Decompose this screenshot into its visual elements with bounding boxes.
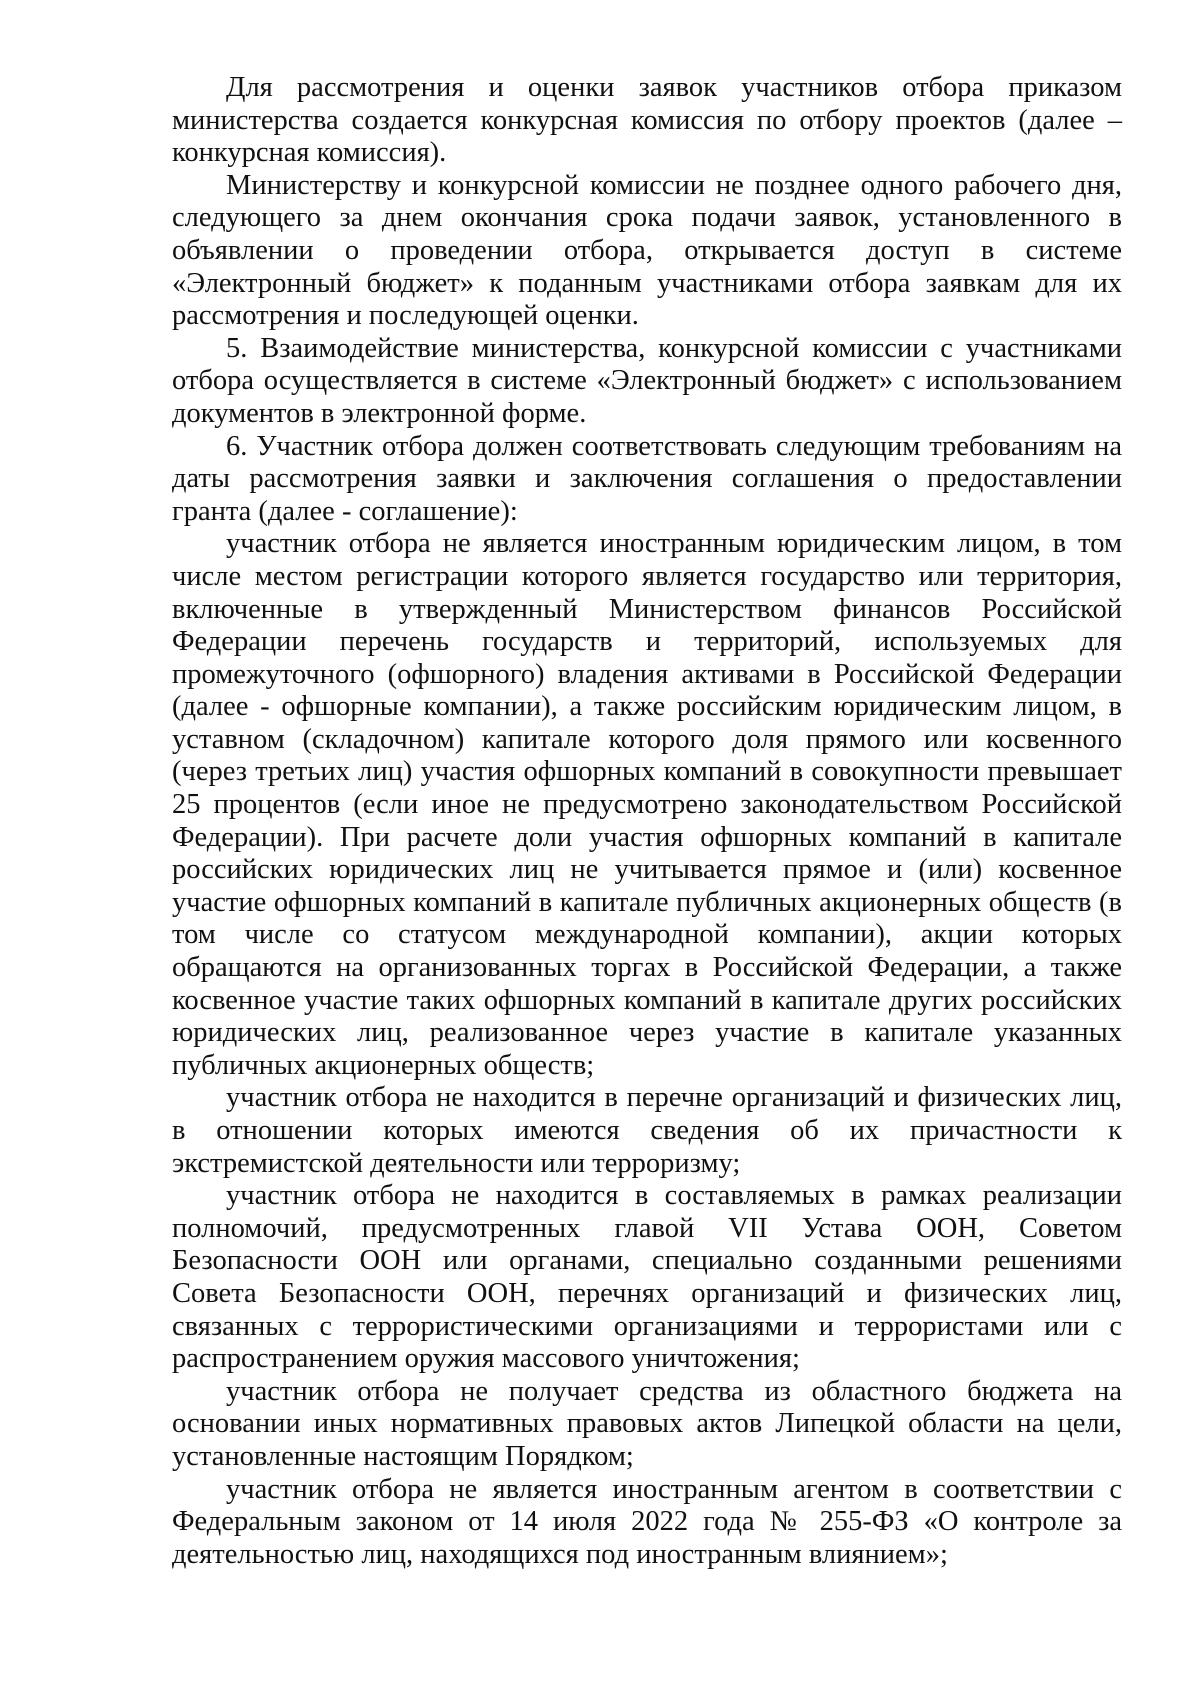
paragraph-offshore-requirement: участник отбора не является иностранным юридическим лицом, в том числе местом регистрации которого является государство или территория, включенные в утвержденный Министерством финансов Российской Федерации перечень государств и территорий, используемых для промежуточного (офшорного) владения активами в Российской Федерации (далее - офшорные компании), а также российским юридическим лицом, в уставном (складочном) капитале которого доля прямого или косвенного (через третьих лиц) участия офшорных компаний в совокупности превышает 25 процентов (если иное не предусмотрено законодательством Российской Федерации). При расчете доли участия офшорных компаний в капитале российских юридических лиц не учитывается прямое и (или) косвенное участие офшорных компаний в капитале публичных акционерных обществ (в том числе со статусом международной компании), акции которых обращаются на организованных торгах в Российской Федерации, а также косвенное участие таких офшорных компаний в капитале других российских юридических лиц, реализованное через участие в капитале указанных публичных акционерных обществ; [172, 528, 1122, 1081]
paragraph-foreign-agent-requirement: участник отбора не является иностранным агентом в соответствии с Федеральным законом от 14 июля 2022 года № 255-ФЗ «О контроле за деятельностью лиц, находящихся под иностранным влиянием»; [172, 1473, 1122, 1570]
paragraph-commission-creation: Для рассмотрения и оценки заявок участников отбора приказом министерства создается конкурсная комиссия по отбору проектов (далее – конкурсная комиссия). [172, 72, 1122, 169]
paragraph-item-5: 5. Взаимодействие министерства, конкурсной комиссии с участниками отбора осуществляется в системе «Электронный бюджет» с использованием документов в электронной форме. [172, 332, 1122, 429]
paragraph-extremism-requirement: участник отбора не находится в перечне организаций и физических лиц, в отношении которых имеются сведения об их причастности к экстремистской деятельности или терроризму; [172, 1082, 1122, 1179]
paragraph-un-sanctions-requirement: участник отбора не находится в составляемых в рамках реализации полномочий, предусмотренных главой VII Устава ООН, Советом Безопасности ООН или органами, специально созданными решениями Совета Безопасности ООН, перечнях организаций и физических лиц, связанных с террористическими организациями и террористами или с распространением оружия массового уничтожения; [172, 1180, 1122, 1375]
paragraph-electronic-access: Министерству и конкурсной комиссии не позднее одного рабочего дня, следующего за днем окончания срока подачи заявок, установленного в объявлении о проведении отбора, открывается доступ в системе «Электронный бюджет» к поданным участниками отбора заявкам для их рассмотрения и последующей оценки. [172, 169, 1122, 332]
paragraph-item-6: 6. Участник отбора должен соответствовать следующим требованиям на даты рассмотрения заявки и заключения соглашения о предоставлении гранта (далее - соглашение): [172, 430, 1122, 527]
document-body [172, 72, 1122, 1571]
paragraph-regional-budget-requirement: участник отбора не получает средства из областного бюджета на основании иных нормативных правовых актов Липецкой области на цели, установленные настоящим Порядком; [172, 1375, 1122, 1472]
